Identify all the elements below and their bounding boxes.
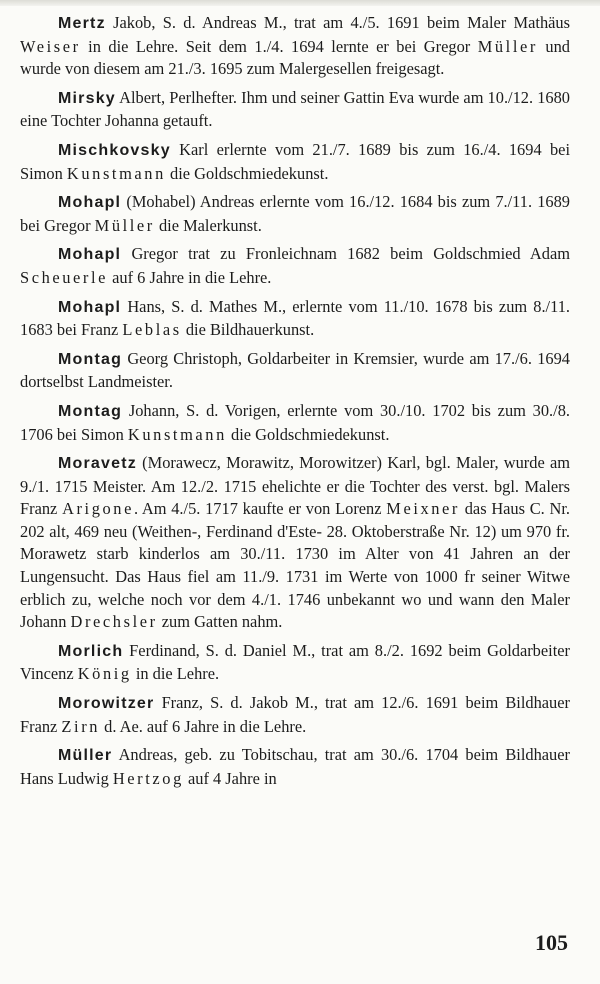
entry-text: Albert, Perlhefter. Ihm und seiner Gattin Eva wurde am 10./12. 1680 eine Tochter Johanna getauft. xyxy=(20,87,570,131)
spaced-name: Drechsler xyxy=(70,612,158,632)
entry-text: Johann, S. d. Vorigen, erlernte vom 30./10. 1702 bis zum 30./8. 1706 bei Simon xyxy=(20,400,570,444)
entry-text: Georg Christoph, Goldarbeiter in Kremsier, wurde am 17./6. 1694 dortselbst Landmeister. xyxy=(20,348,570,392)
entry-text: Andreas, geb. zu Tobitschau, trat am 30./6. 1704 beim Bildhauer Hans Ludwig xyxy=(20,745,570,788)
spaced-name: Müller xyxy=(477,36,538,56)
top-edge-shadow xyxy=(0,0,600,6)
entry-surname: Müller xyxy=(58,747,113,765)
entry-text: die Bildhauerkunst. xyxy=(181,320,315,340)
entry-surname: Mirsky xyxy=(58,89,116,107)
entry-text: Karl erlernte vom 21./7. 1689 bis zum 16./4. 1694 bei Simon xyxy=(20,139,570,183)
entry-text: Ferdinand, S. d. Daniel M., trat am 8./2. 1692 beim Goldarbeiter Vincenz xyxy=(20,640,570,684)
directory-entry xyxy=(20,692,570,738)
directory-entry xyxy=(20,139,570,185)
entry-surname: Mohapl xyxy=(58,194,122,212)
directory-entry xyxy=(20,640,570,686)
directory-entry xyxy=(20,243,570,289)
spaced-name: Kunstmann xyxy=(66,163,166,183)
entry-surname: Mischkovsky xyxy=(58,141,171,159)
entry-surname: Morlich xyxy=(58,642,124,660)
entry-list xyxy=(20,12,570,790)
spaced-name: König xyxy=(77,664,132,684)
entry-surname: Montag xyxy=(58,350,123,368)
spaced-name: Scheuerle xyxy=(20,267,109,287)
directory-entry xyxy=(20,191,570,237)
spaced-name: Zirn xyxy=(61,716,101,736)
entry-surname: Mertz xyxy=(58,15,106,32)
entry-text: Hans, S. d. Mathes M., erlernte vom 11./10. 1678 bis zum 8./11. 1683 bei Franz xyxy=(20,296,570,340)
entry-surname: Moravetz xyxy=(58,455,137,473)
entry-text: die Goldschmiedekunst. xyxy=(165,163,329,183)
entry-text: Jakob, S. d. Andreas M., trat am 4./5. 1691 beim Maler Mathäus xyxy=(105,13,570,32)
directory-entry xyxy=(20,12,570,81)
entry-text: (Mohabel) Andreas erlernte vom 16./12. 1684 bis zum 7./11. 1689 bei Gregor xyxy=(20,192,570,235)
entry-text: in die Lehre. xyxy=(131,664,220,684)
spaced-name: Leblas xyxy=(122,320,182,340)
directory-entry xyxy=(20,744,570,790)
entry-text: Gregor trat zu Fronleichnam 1682 beim Goldschmied Adam xyxy=(121,244,570,264)
entry-surname: Mohapl xyxy=(58,298,122,316)
directory-entry xyxy=(20,296,570,342)
entry-text: das Haus C. Nr. 202 alt, 469 neu (Weithen-, Ferdinand d'Este- 28. Oktoberstraße Nr. 12) um 970 fr. Morawetz starb kinderlos am 30./11. 1730 im Alter von 41 Jahren an der Lungensucht. Das Haus fiel am 11./9. 1731 im Werte von 1000 fr seiner Witwe erblich zu, welche noch vor dem 4./1. 1746 unbekannt wo und wann den Maler Johann xyxy=(20,499,570,632)
entry-surname: Mohapl xyxy=(58,246,122,264)
spaced-name: Kunstmann xyxy=(127,424,227,444)
entry-text: zum Gatten nahm. xyxy=(157,612,283,632)
entry-text: die Malerkunst. xyxy=(154,215,262,235)
entry-text: in die Lehre. Seit dem 1./4. 1694 lernte er bei Gregor xyxy=(80,36,478,56)
entry-text: und wurde von diesem am 21./3. 1695 zum Malergesellen freigesagt. xyxy=(20,36,570,79)
spaced-name: Weiser xyxy=(20,36,81,56)
directory-entry xyxy=(20,87,570,133)
spaced-name: Meixner xyxy=(386,499,460,519)
entry-text: (Morawecz, Morawitz, Morowitzer) Karl, bgl. Maler, wurde am 9./1. 1715 Meister. Am 12./2. 1715 ehelichte er die Tochter des verst. bgl. Malers Franz xyxy=(20,453,570,519)
entry-text: d. Ae. auf 6 Jahre in die Lehre. xyxy=(100,716,307,736)
entry-surname: Montag xyxy=(58,402,123,420)
entry-text: die Goldschmiedekunst. xyxy=(226,424,390,444)
spaced-name: Hertzog xyxy=(112,768,184,788)
directory-entry xyxy=(20,348,570,394)
directory-entry xyxy=(20,452,570,634)
entry-text: . Am 4./5. 1717 kaufte er von Lorenz xyxy=(133,499,387,519)
entry-text: auf 6 Jahre in die Lehre. xyxy=(108,267,272,287)
entry-surname: Morowitzer xyxy=(58,695,155,713)
entry-text: Franz, S. d. Jakob M., trat am 12./6. 1691 beim Bildhauer Franz xyxy=(20,693,570,736)
entry-text: auf 4 Jahre in xyxy=(183,768,277,788)
page-number: 105 xyxy=(535,930,568,955)
directory-entry xyxy=(20,400,570,446)
spaced-name: Müller xyxy=(94,215,155,235)
spaced-name: Arigone xyxy=(62,499,134,519)
